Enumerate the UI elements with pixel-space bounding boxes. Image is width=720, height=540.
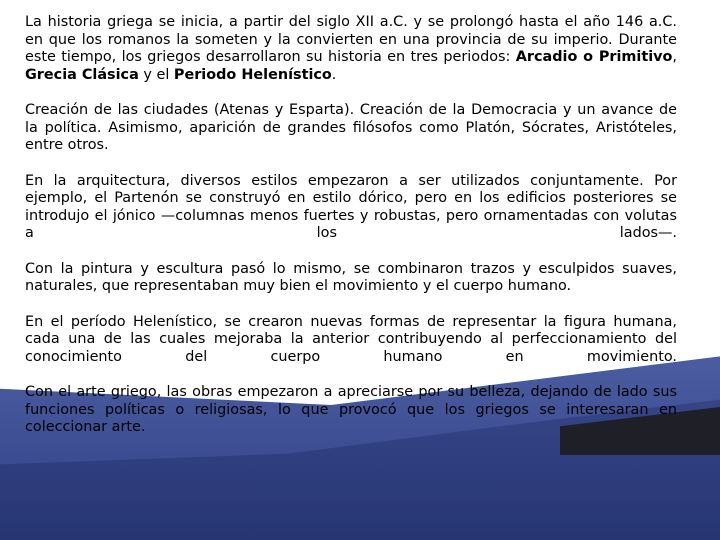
paragraph-ciudades: Creación de las ciudades (Atenas y Esparta). Creación de la Democracia y un avance de la política. Asimismo, aparición de grandes filósofos como Platón, Sócrates, Aristóteles, entre otros. <box>25 102 677 153</box>
paragraph-arquitectura: En la arquitectura, diversos estilos empezaron a ser utilizados conjuntamente. Por ejemplo, el Partenón se construyó en estilo dórico, pero en los edificios posteriores se introdujo el jónico —columnas menos fuertes y robustas, pero ornamentadas con volutas a los lados—. <box>25 172 677 241</box>
slide-text-body <box>25 14 677 455</box>
paragraph-pintura: Con la pintura y escultura pasó lo mismo, se combinaron trazos y esculpidos suaves, naturales, que representaban muy bien el movimiento y el cuerpo humano. <box>25 260 677 294</box>
period-helenistico: Periodo Helenístico <box>173 66 332 83</box>
paragraph-periods <box>25 14 677 84</box>
paragraph-end: . <box>331 66 337 83</box>
paragraph-arte-griego: Con el arte griego, las obras empezaron a apreciarse por su belleza, dejando de lado sus funciones políticas o religiosas, lo que provocó que los griegos se interesaran en coleccionar arte. <box>25 384 677 435</box>
period-separator: , <box>672 49 677 65</box>
period-arcadio: Arcadio o Primitivo <box>515 49 673 65</box>
period-separator: y el <box>138 66 174 83</box>
period-clasica: Grecia Clásica <box>25 66 139 83</box>
paragraph-helenistico: En el período Helenístico, se crearon nuevas formas de representar la figura humana, cada una de las cuales mejoraba la anterior contribuyendo al perfeccionamiento del conocimiento del cuerpo humano en movimiento. <box>25 313 677 365</box>
paragraph-periods-intro: La historia griega se inicia, a partir del siglo XII a.C. y se prolongó hasta el año 146 a.C. en que los romanos la someten y la convierten en una provincia de su imperio. Durante este tiempo, los griegos desarrollaron su historia en tres periodos: <box>25 14 677 65</box>
